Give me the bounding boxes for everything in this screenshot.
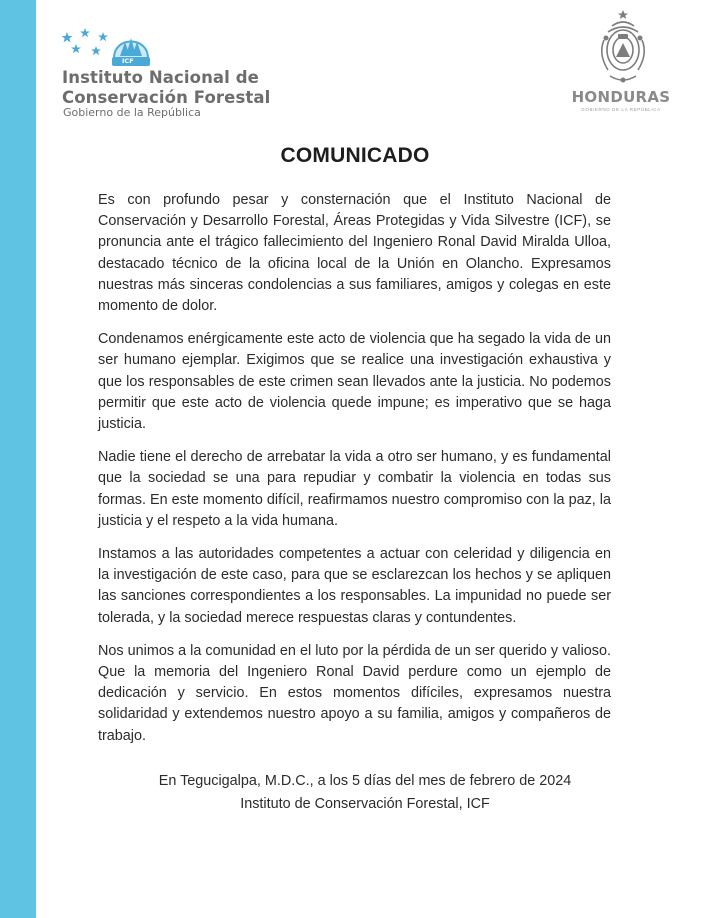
closing-block: [36, 770, 709, 816]
icf-subtitle: Gobierno de la República: [63, 106, 201, 119]
icf-badge: ICF: [122, 57, 134, 65]
document-body: [98, 190, 611, 759]
honduras-name: HONDURAS: [571, 88, 671, 106]
paragraph: Es con profundo pesar y consternación que el Instituto Nacional de Conservación y Desarrollo Forestal, Áreas Protegidas y Vida Silvestre (ICF), se pronuncia ante el trágico fallecimiento del Ingeniero Ronal David Miralda Ulloa, destacado técnico de la oficina local de la Unión en Olancho. Expresamos nuestras más sinceras condolencias a sus familiares, amigos y colegas en este momento de dolor.: [98, 192, 611, 315]
coat-of-arms-icon: [594, 10, 652, 88]
paragraph: Instamos a las autoridades competentes a actuar con celeridad y diligencia en la investigación de este caso, para que se esclarezcan los hechos y se apliquen las sanciones correspondientes a los responsables. La impunidad no puede ser tolerada, y la sociedad merece respuestas claras y contundentes.: [98, 546, 611, 626]
paragraph: Nadie tiene el derecho de arrebatar la vida a otro ser humano, y es fundamental que la sociedad se una para repudiar y combatir la violencia en todas sus formas. En este momento difícil, reafirmamos nuestro compromiso con la paz, la justicia y el respeto a la vida humana.: [98, 449, 611, 529]
paragraph: Condenamos enérgicamente este acto de violencia que ha segado la vida de un ser humano ejemplar. Exigimos que se realice una investigación exhaustiva y que los responsables de este crimen sean llevados ante la justicia. No podemos permitir que este acto de violencia quede impune; es imperativo que se haga justicia.: [98, 331, 611, 433]
icf-name-line-2: Conservación Forestal: [62, 88, 271, 107]
icf-name: [62, 68, 270, 108]
document-title: COMUNICADO: [280, 144, 430, 167]
icf-emblem-icon: [58, 22, 158, 68]
paragraph: Nos unimos a la comunidad en el luto por la pérdida de un ser querido y valioso. Que la memoria del Ingeniero Ronal David perdure como un ejemplo de dedicación y servicio. En estos momentos difíciles, expresamos nuestra solidaridad y extendemos nuestro apoyo a su familia, amigos y compañeros de trabajo.: [98, 642, 611, 744]
honduras-logo: [565, 10, 680, 120]
icf-logo: [58, 22, 288, 122]
signature: Instituto de Conservación Forestal, ICF: [240, 796, 490, 812]
place-date: En Tegucigalpa, M.D.C., a los 5 días del mes de febrero de 2024: [158, 773, 572, 789]
honduras-subtitle: GOBIERNO DE LA REPÚBLICA: [581, 107, 661, 112]
icf-name-line-1: Instituto Nacional de: [62, 68, 259, 87]
